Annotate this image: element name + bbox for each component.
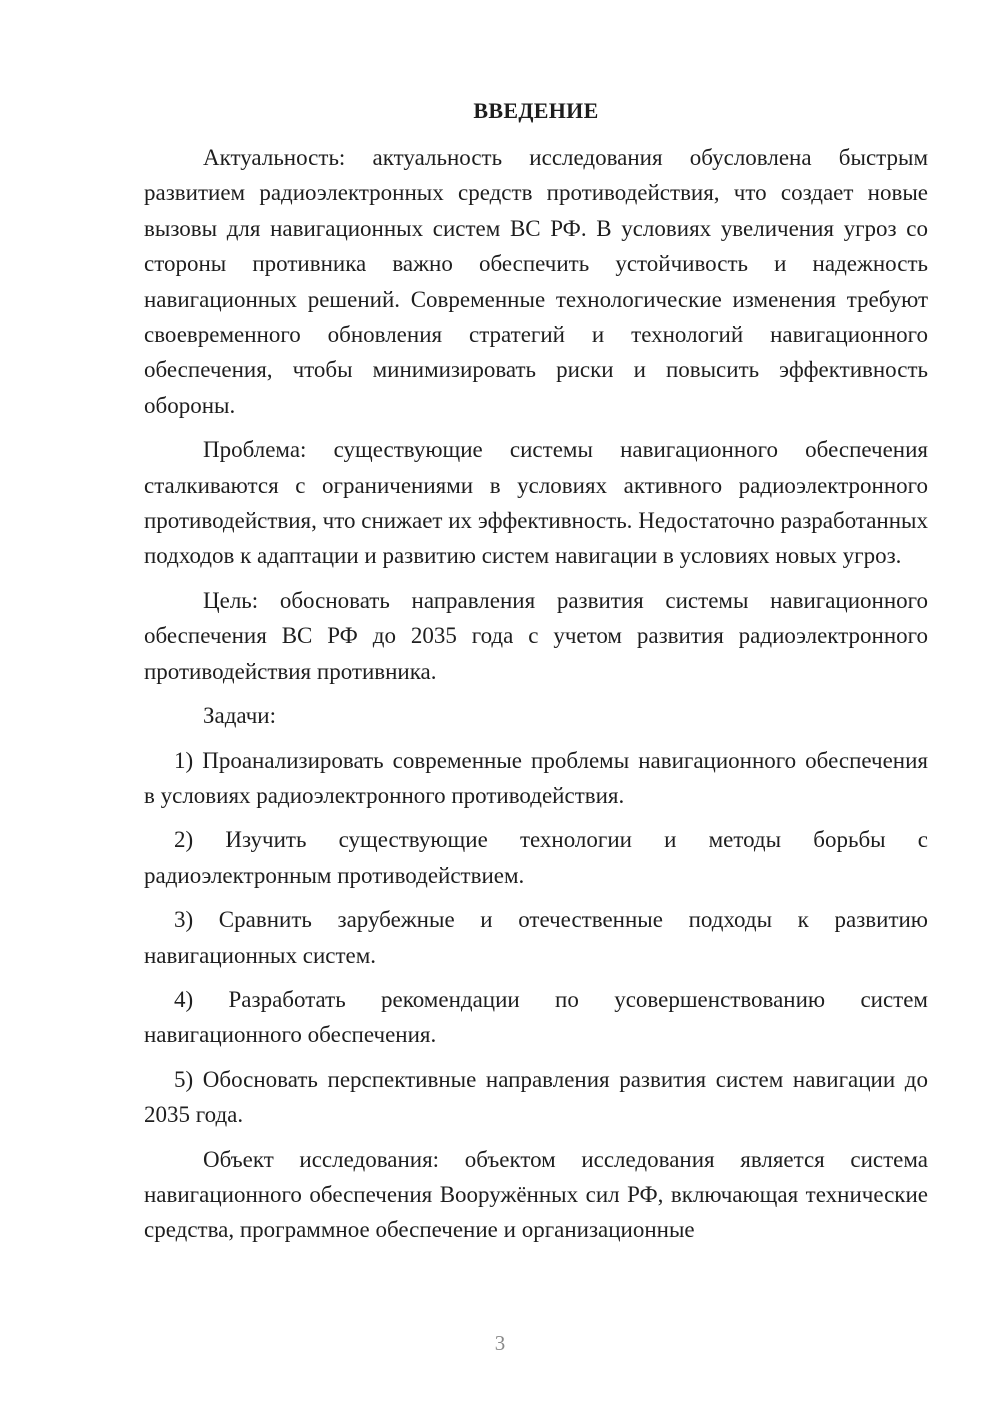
task-item: 5) Обосновать перспективные направления развития систем навигации до 2035 года.: [144, 1066, 928, 1128]
tasks-label: Задачи:: [203, 703, 276, 729]
task-item: 2) Изучить существующие технологии и методы борьбы с радиоэлектронным противодействием.: [144, 827, 928, 888]
paragraph-relevance: Актуальность: актуальность исследования обусловлена быстрым развитием радиоэлектронных средств противодействия, что создает новые вызовы для навигационных систем ВС РФ. В условиях увеличения угроз со стороны противника важно обеспечить устойчивость и надежность навигационных решений. Современные технологические изменения требуют своевременного обновления стратегий и технологий навигационного обеспечения, чтобы минимизировать риски и повысить эффективность обороны.: [144, 145, 928, 418]
paragraph-object: Объект исследования: объектом исследования является система навигационного обеспечения Вооружённых сил РФ, включающая технические средства, программное обеспечение и организационные: [144, 1146, 928, 1243]
task-item: 3) Сравнить зарубежные и отечественные подходы к развитию навигационных систем.: [144, 907, 928, 968]
section-heading: ВВЕДЕНИЕ: [473, 98, 599, 123]
paragraph-problem: Проблема: существующие системы навигационного обеспечения сталкиваются с ограничениями в условиях активного радиоэлектронного противодействия, что снижает их эффективность. Недостаточно разработанных подходов к адаптации и развитию систем навигации в условиях новых угроз.: [144, 437, 928, 569]
paragraph-goal: Цель: обосновать направления развития системы навигационного обеспечения ВС РФ до 2035 года с учетом развития радиоэлектронного противодействия противника.: [144, 587, 928, 684]
document-body: [144, 94, 928, 1257]
page-number: 3: [494, 1331, 506, 1355]
task-item: 1) Проанализировать современные проблемы навигационного обеспечения в условиях радиоэлектронного противодействия.: [144, 747, 928, 808]
task-item: 4) Разработать рекомендации по усовершенствованию систем навигационного обеспечения.: [144, 986, 928, 1048]
